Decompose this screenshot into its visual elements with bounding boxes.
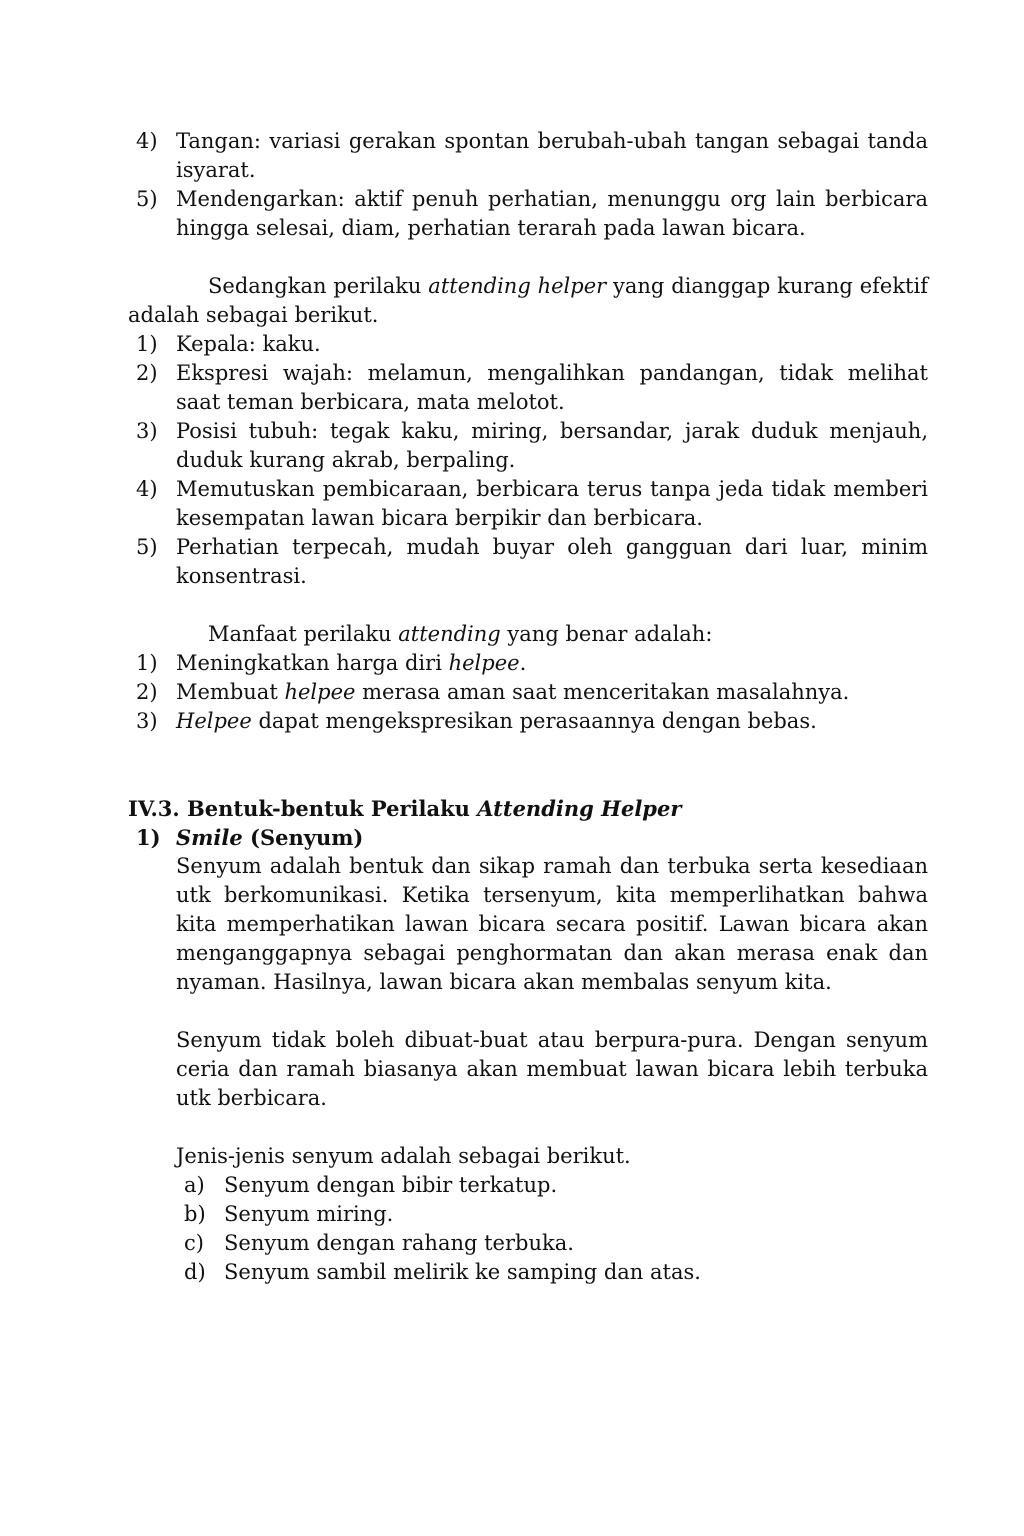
smile-type-letter: b) — [184, 1202, 206, 1226]
section-heading: IV.3. Bentuk-bentuk Perilaku Attending Helper — [128, 796, 682, 821]
smile-type-item: d) Senyum sambil melirik ke samping dan atas. — [128, 1258, 928, 1287]
list-text: Mendengarkan: aktif penuh perhatian, menunggu org lain berbicara hingga selesai, diam, perhatian terarah pada lawan bicara. — [176, 187, 928, 240]
subsection-heading: 1) Smile (Senyum) — [136, 825, 364, 850]
list-number: 3) — [136, 419, 158, 443]
smile-type-letter: a) — [184, 1173, 205, 1197]
paragraph-ineffective-intro: Sedangkan perilaku attending helper yang dianggap kurang efektif adalah sebagai berikut. — [128, 274, 928, 327]
smile-paragraph-1: Senyum adalah bentuk dan sikap ramah dan terbuka serta kesediaan utk berkomunikasi. Ketika tersenyum, kita memperlihatkan bahwa kita memperhatikan lawan bicara secara positif. Lawan bicara akan menganggapnya sebagai penghormatan dan akan merasa enak dan nyaman. Hasilnya, lawan bicara akan membalas senyum kita. — [176, 854, 928, 994]
smile-type-item: a) Senyum dengan bibir terkatup. — [128, 1171, 928, 1200]
smile-type-letter: c) — [184, 1231, 204, 1255]
list-text: Tangan: variasi gerakan spontan berubah-ubah tangan sebagai tanda isyarat. — [176, 129, 928, 182]
subsection-number: 1) — [136, 825, 161, 850]
list-item — [128, 330, 928, 359]
smile-type-item: b) Senyum miring. — [128, 1200, 928, 1229]
list-text: Memutuskan pembicaraan, berbicara terus tanpa jeda tidak memberi kesempatan lawan bicara berpikir dan berbicara. — [176, 477, 928, 530]
document-page — [128, 127, 928, 1287]
list-text: Kepala: kaku. — [176, 332, 321, 356]
list-number: 2) — [136, 680, 158, 704]
list-number: 4) — [136, 477, 158, 501]
list-number: 3) — [136, 709, 158, 733]
smile-type-item: c) Senyum dengan rahang terbuka. — [128, 1229, 928, 1258]
list-number: 1) — [136, 651, 158, 675]
list-item: 3) Helpee dapat mengekspresikan perasaannya dengan bebas. — [128, 707, 928, 736]
smile-type-letter: d) — [184, 1260, 206, 1284]
paragraph-benefits-intro: Manfaat perilaku attending yang benar adalah: — [208, 622, 713, 646]
list-item: 2) Membuat helpee merasa aman saat menceritakan masalahnya. — [128, 678, 928, 707]
list-text: Ekspresi wajah: melamun, mengalihkan pandangan, tidak melihat saat teman berbicara, mata melotot. — [176, 361, 928, 414]
list-item — [128, 359, 928, 417]
list-item — [128, 127, 928, 185]
list-item — [128, 417, 928, 475]
smile-paragraph-3: Jenis-jenis senyum adalah sebagai berikut. — [176, 1144, 631, 1168]
list-number: 5) — [136, 187, 158, 211]
list-item — [128, 185, 928, 243]
list-number: 4) — [136, 129, 158, 153]
smile-paragraph-2: Senyum tidak boleh dibuat-buat atau berpura-pura. Dengan senyum ceria dan ramah biasanya akan membuat lawan bicara lebih terbuka utk berbicara. — [176, 1028, 928, 1110]
list-text: Perhatian terpecah, mudah buyar oleh gangguan dari luar, minim konsentrasi. — [176, 535, 928, 588]
list-item — [128, 533, 928, 591]
list-number: 5) — [136, 535, 158, 559]
list-number: 2) — [136, 361, 158, 385]
list-item: 1) Meningkatkan harga diri helpee. — [128, 649, 928, 678]
list-item — [128, 475, 928, 533]
list-text: Posisi tubuh: tegak kaku, miring, bersandar, jarak duduk menjauh, duduk kurang akrab, berpaling. — [176, 419, 928, 472]
list-number: 1) — [136, 332, 158, 356]
